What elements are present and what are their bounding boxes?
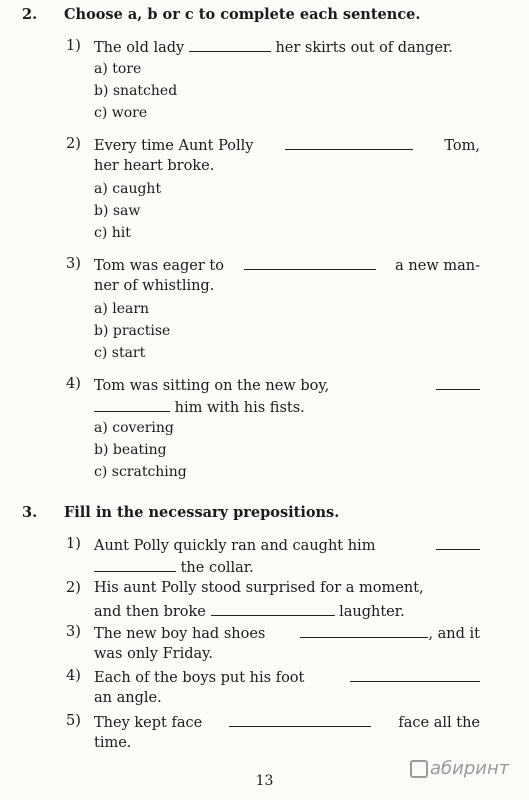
s3-q3-sentence: The new boy had shoes , and it (94, 626, 480, 642)
page-number: 13 (255, 773, 274, 789)
s2-q2-option-b[interactable]: b) saw (94, 203, 141, 219)
section-3-title: Fill in the necessary prepositions. (64, 504, 340, 521)
s2-q1-option-c[interactable]: c) wore (94, 105, 148, 121)
s2-q3-number: 3) (66, 256, 81, 272)
s2-q4-sentence: Tom was sitting on the new boy, (94, 376, 480, 394)
s2-q2-line2: her heart broke. (94, 158, 215, 174)
s2-q4-line2: him with his fists. (94, 398, 480, 416)
section-3-heading (22, 504, 339, 521)
s3-q3-number: 3) (66, 624, 81, 640)
s2-q4-option-b[interactable]: b) beating (94, 442, 167, 458)
s2-q3-blank[interactable] (244, 256, 376, 270)
s2-q4-option-a[interactable]: a) covering (94, 420, 174, 436)
s2-q2-option-a[interactable]: a) caught (94, 181, 162, 197)
s3-q2-number: 2) (66, 580, 81, 596)
s3-q1-blank-part2[interactable] (94, 558, 176, 572)
s2-q2-blank[interactable] (285, 136, 413, 150)
s2-q1-option-b[interactable]: b) snatched (94, 83, 178, 99)
s3-q1-number: 1) (66, 536, 81, 552)
s3-q4-blank[interactable] (350, 668, 480, 682)
s2-q3-line2: ner of whistling. (94, 278, 215, 294)
s3-q4-line2: an angle. (94, 690, 162, 706)
labirint-logo-icon (410, 760, 428, 778)
section-2-title: Choose a, b or c to complete each sentence. (64, 6, 421, 23)
s2-q3-sentence: Tom was eager to a new man- (94, 258, 480, 274)
s2-q3-option-a[interactable]: a) learn (94, 301, 150, 317)
s2-q1-number: 1) (66, 38, 81, 54)
s2-q4-blank-part2[interactable] (94, 398, 170, 412)
s3-q5-line2: time. (94, 735, 132, 751)
s3-q1-blank-part1[interactable] (436, 536, 480, 550)
s3-q2-line2: and then broke laughter. (94, 604, 405, 620)
s3-q5-sentence: They kept face face all the (94, 715, 480, 731)
section-2-number: 2. (22, 6, 38, 23)
s3-q4-number: 4) (66, 668, 81, 684)
s3-q2-line1: His aunt Polly stood surprised for a moment, (94, 580, 424, 596)
s3-q1-line2: the collar. (94, 558, 480, 576)
s2-q4-number: 4) (66, 376, 81, 392)
section-3-number: 3. (22, 504, 38, 521)
s3-q5-blank[interactable] (229, 713, 371, 727)
s3-q3-blank[interactable] (300, 624, 428, 638)
s2-q3-option-b[interactable]: b) practise (94, 323, 171, 339)
s2-q1-sentence: The old lady her skirts out of danger. (94, 40, 453, 56)
section-2-heading (22, 6, 420, 23)
s2-q2-option-c[interactable]: c) hit (94, 225, 131, 241)
s2-q4-blank-part1[interactable] (436, 376, 480, 390)
s3-q4-sentence: Each of the boys put his foot (94, 668, 480, 686)
s2-q4-option-c[interactable]: c) scratching (94, 464, 187, 480)
s2-q1-blank[interactable] (189, 38, 271, 52)
s2-q2-number: 2) (66, 136, 81, 152)
s2-q3-option-c[interactable]: c) start (94, 345, 146, 361)
s3-q1-sentence: Aunt Polly quickly ran and caught him (94, 536, 480, 554)
s3-q5-number: 5) (66, 713, 81, 729)
s2-q1-option-a[interactable]: a) tore (94, 61, 142, 77)
s3-q3-line2: was only Friday. (94, 646, 214, 662)
publisher-watermark: абиринт (410, 758, 509, 779)
s2-q2-sentence: Every time Aunt Polly Tom, (94, 138, 480, 154)
s3-q2-blank[interactable] (211, 602, 335, 616)
